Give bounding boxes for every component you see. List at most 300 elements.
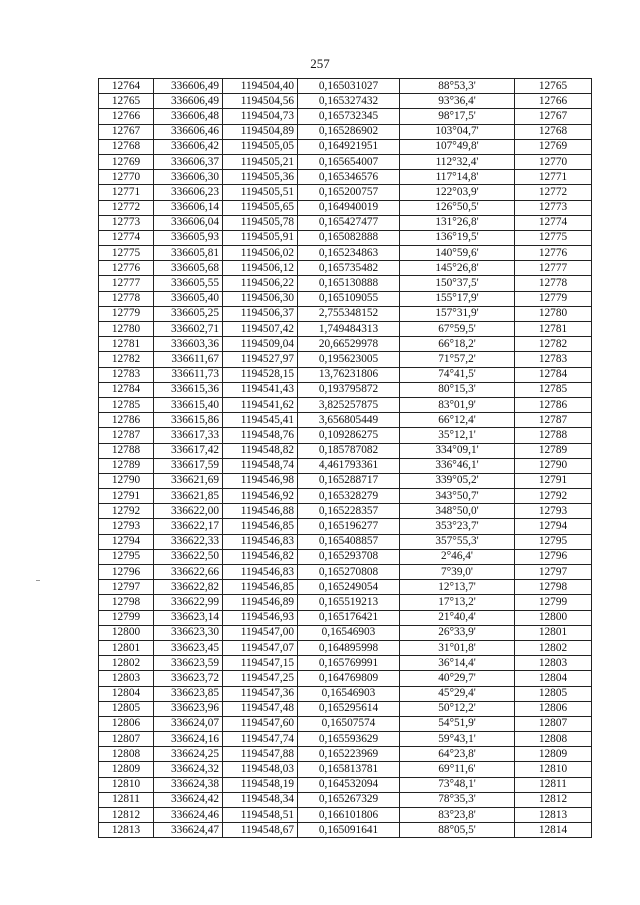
distance-cell: 0,165346576 <box>298 170 400 185</box>
x-coordinate-cell: 336611,67 <box>154 352 223 367</box>
next-point-cell: 12814 <box>515 823 592 838</box>
table-row <box>99 534 592 549</box>
point-number-cell: 12785 <box>99 397 154 412</box>
bearing-cell: 122°03,9' <box>400 185 515 200</box>
point-number-cell: 12784 <box>99 382 154 397</box>
bearing-cell: 83°23,8' <box>400 808 515 823</box>
table-row <box>99 701 592 716</box>
next-point-cell: 12804 <box>515 671 592 686</box>
bearing-cell: 12°13,7' <box>400 580 515 595</box>
distance-cell: 4,461793361 <box>298 458 400 473</box>
distance-cell: 0,165228357 <box>298 504 400 519</box>
y-coordinate-cell: 1194548,76 <box>223 428 298 443</box>
distance-cell: 0,165813781 <box>298 762 400 777</box>
bearing-cell: 126°50,5' <box>400 200 515 215</box>
distance-cell: 0,165109055 <box>298 291 400 306</box>
table-row <box>99 322 592 337</box>
next-point-cell: 12775 <box>515 230 592 245</box>
y-coordinate-cell: 1194505,91 <box>223 230 298 245</box>
table-row <box>99 443 592 458</box>
x-coordinate-cell: 336606,30 <box>154 170 223 185</box>
point-number-cell: 12782 <box>99 352 154 367</box>
y-coordinate-cell: 1194545,41 <box>223 413 298 428</box>
y-coordinate-cell: 1194547,74 <box>223 732 298 747</box>
table-row <box>99 671 592 686</box>
x-coordinate-cell: 336605,40 <box>154 291 223 306</box>
distance-cell: 0,109286275 <box>298 428 400 443</box>
x-coordinate-cell: 336605,93 <box>154 230 223 245</box>
bearing-cell: 131°26,8' <box>400 215 515 230</box>
distance-cell: 0,164895998 <box>298 640 400 655</box>
coordinate-table <box>98 78 592 838</box>
point-number-cell: 12771 <box>99 185 154 200</box>
x-coordinate-cell: 336606,14 <box>154 200 223 215</box>
table-row <box>99 625 592 640</box>
next-point-cell: 12774 <box>515 215 592 230</box>
point-number-cell: 12775 <box>99 246 154 261</box>
x-coordinate-cell: 336622,17 <box>154 519 223 534</box>
next-point-cell: 12812 <box>515 792 592 807</box>
y-coordinate-cell: 1194546,82 <box>223 549 298 564</box>
y-coordinate-cell: 1194541,43 <box>223 382 298 397</box>
point-number-cell: 12767 <box>99 124 154 139</box>
point-number-cell: 12778 <box>99 291 154 306</box>
x-coordinate-cell: 336623,30 <box>154 625 223 640</box>
table-row <box>99 154 592 169</box>
distance-cell: 0,165031027 <box>298 79 400 94</box>
x-coordinate-cell: 336621,85 <box>154 489 223 504</box>
point-number-cell: 12796 <box>99 565 154 580</box>
x-coordinate-cell: 336622,82 <box>154 580 223 595</box>
point-number-cell: 12810 <box>99 777 154 792</box>
next-point-cell: 12772 <box>515 185 592 200</box>
bearing-cell: 117°14,8' <box>400 170 515 185</box>
next-point-cell: 12810 <box>515 762 592 777</box>
x-coordinate-cell: 336624,32 <box>154 762 223 777</box>
distance-cell: 0,165196277 <box>298 519 400 534</box>
point-number-cell: 12809 <box>99 762 154 777</box>
distance-cell: 0,165654007 <box>298 154 400 169</box>
distance-cell: 0,165249054 <box>298 580 400 595</box>
bearing-cell: 40°29,7' <box>400 671 515 686</box>
y-coordinate-cell: 1194527,97 <box>223 352 298 367</box>
next-point-cell: 12770 <box>515 154 592 169</box>
x-coordinate-cell: 336622,66 <box>154 565 223 580</box>
point-number-cell: 12789 <box>99 458 154 473</box>
bearing-cell: 155°17,9' <box>400 291 515 306</box>
y-coordinate-cell: 1194509,04 <box>223 337 298 352</box>
point-number-cell: 12777 <box>99 276 154 291</box>
next-point-cell: 12776 <box>515 246 592 261</box>
x-coordinate-cell: 336624,07 <box>154 716 223 731</box>
x-coordinate-cell: 336622,99 <box>154 595 223 610</box>
y-coordinate-cell: 1194505,78 <box>223 215 298 230</box>
x-coordinate-cell: 336623,96 <box>154 701 223 716</box>
table-row <box>99 397 592 412</box>
margin-mark <box>36 580 40 581</box>
bearing-cell: 45°29,4' <box>400 686 515 701</box>
point-number-cell: 12772 <box>99 200 154 215</box>
y-coordinate-cell: 1194546,88 <box>223 504 298 519</box>
next-point-cell: 12792 <box>515 489 592 504</box>
distance-cell: 0,165519213 <box>298 595 400 610</box>
bearing-cell: 157°31,9' <box>400 306 515 321</box>
bearing-cell: 83°01,9' <box>400 397 515 412</box>
bearing-cell: 98°17,5' <box>400 109 515 124</box>
bearing-cell: 78°35,3' <box>400 792 515 807</box>
point-number-cell: 12786 <box>99 413 154 428</box>
x-coordinate-cell: 336606,46 <box>154 124 223 139</box>
table-row <box>99 79 592 94</box>
bearing-cell: 2°46,4' <box>400 549 515 564</box>
y-coordinate-cell: 1194505,36 <box>223 170 298 185</box>
point-number-cell: 12791 <box>99 489 154 504</box>
next-point-cell: 12783 <box>515 352 592 367</box>
table-row <box>99 640 592 655</box>
y-coordinate-cell: 1194506,37 <box>223 306 298 321</box>
distance-cell: 0,165082888 <box>298 230 400 245</box>
distance-cell: 0,165295614 <box>298 701 400 716</box>
point-number-cell: 12769 <box>99 154 154 169</box>
next-point-cell: 12768 <box>515 124 592 139</box>
distance-cell: 0,16546903 <box>298 625 400 640</box>
point-number-cell: 12765 <box>99 94 154 109</box>
y-coordinate-cell: 1194504,73 <box>223 109 298 124</box>
next-point-cell: 12794 <box>515 519 592 534</box>
distance-cell: 0,164921951 <box>298 139 400 154</box>
next-point-cell: 12791 <box>515 473 592 488</box>
point-number-cell: 12805 <box>99 701 154 716</box>
x-coordinate-cell: 336623,14 <box>154 610 223 625</box>
y-coordinate-cell: 1194506,12 <box>223 261 298 276</box>
point-number-cell: 12808 <box>99 747 154 762</box>
next-point-cell: 12780 <box>515 306 592 321</box>
point-number-cell: 12781 <box>99 337 154 352</box>
next-point-cell: 12782 <box>515 337 592 352</box>
y-coordinate-cell: 1194548,19 <box>223 777 298 792</box>
table-row <box>99 777 592 792</box>
point-number-cell: 12799 <box>99 610 154 625</box>
table-row <box>99 519 592 534</box>
x-coordinate-cell: 336606,23 <box>154 185 223 200</box>
distance-cell: 0,165735482 <box>298 261 400 276</box>
y-coordinate-cell: 1194547,48 <box>223 701 298 716</box>
y-coordinate-cell: 1194505,21 <box>223 154 298 169</box>
y-coordinate-cell: 1194546,85 <box>223 580 298 595</box>
distance-cell: 0,165732345 <box>298 109 400 124</box>
page-number: 257 <box>310 56 330 71</box>
table-row <box>99 261 592 276</box>
table-row <box>99 367 592 382</box>
x-coordinate-cell: 336606,37 <box>154 154 223 169</box>
bearing-cell: 150°37,5' <box>400 276 515 291</box>
x-coordinate-cell: 336624,25 <box>154 747 223 762</box>
x-coordinate-cell: 336605,25 <box>154 306 223 321</box>
x-coordinate-cell: 336624,47 <box>154 823 223 838</box>
x-coordinate-cell: 336624,42 <box>154 792 223 807</box>
next-point-cell: 12807 <box>515 716 592 731</box>
table-row <box>99 109 592 124</box>
next-point-cell: 12797 <box>515 565 592 580</box>
bearing-cell: 353°23,7' <box>400 519 515 534</box>
y-coordinate-cell: 1194546,83 <box>223 565 298 580</box>
next-point-cell: 12777 <box>515 261 592 276</box>
x-coordinate-cell: 336606,04 <box>154 215 223 230</box>
table-row <box>99 382 592 397</box>
point-number-cell: 12802 <box>99 656 154 671</box>
bearing-cell: 336°46,1' <box>400 458 515 473</box>
next-point-cell: 12784 <box>515 367 592 382</box>
point-number-cell: 12813 <box>99 823 154 838</box>
x-coordinate-cell: 336606,49 <box>154 79 223 94</box>
table-row <box>99 686 592 701</box>
next-point-cell: 12811 <box>515 777 592 792</box>
table-row <box>99 458 592 473</box>
bearing-cell: 348°50,0' <box>400 504 515 519</box>
y-coordinate-cell: 1194548,74 <box>223 458 298 473</box>
distance-cell: 0,165200757 <box>298 185 400 200</box>
y-coordinate-cell: 1194506,30 <box>223 291 298 306</box>
distance-cell: 0,16507574 <box>298 716 400 731</box>
distance-cell: 0,165267329 <box>298 792 400 807</box>
y-coordinate-cell: 1194505,05 <box>223 139 298 154</box>
x-coordinate-cell: 336605,81 <box>154 246 223 261</box>
distance-cell: 0,165769991 <box>298 656 400 671</box>
next-point-cell: 12787 <box>515 413 592 428</box>
distance-cell: 3,656805449 <box>298 413 400 428</box>
y-coordinate-cell: 1194547,07 <box>223 640 298 655</box>
next-point-cell: 12806 <box>515 701 592 716</box>
point-number-cell: 12764 <box>99 79 154 94</box>
y-coordinate-cell: 1194541,62 <box>223 397 298 412</box>
distance-cell: 2,755348152 <box>298 306 400 321</box>
table-row <box>99 246 592 261</box>
coordinate-table-body <box>99 79 592 838</box>
table-row <box>99 610 592 625</box>
table-row <box>99 565 592 580</box>
next-point-cell: 12788 <box>515 428 592 443</box>
bearing-cell: 66°12,4' <box>400 413 515 428</box>
table-row <box>99 230 592 245</box>
point-number-cell: 12804 <box>99 686 154 701</box>
next-point-cell: 12808 <box>515 732 592 747</box>
distance-cell: 0,165223969 <box>298 747 400 762</box>
x-coordinate-cell: 336603,36 <box>154 337 223 352</box>
y-coordinate-cell: 1194548,03 <box>223 762 298 777</box>
bearing-cell: 64°23,8' <box>400 747 515 762</box>
point-number-cell: 12797 <box>99 580 154 595</box>
distance-cell: 0,165130888 <box>298 276 400 291</box>
x-coordinate-cell: 336606,48 <box>154 109 223 124</box>
bearing-cell: 21°40,4' <box>400 610 515 625</box>
table-row <box>99 762 592 777</box>
next-point-cell: 12767 <box>515 109 592 124</box>
next-point-cell: 12769 <box>515 139 592 154</box>
x-coordinate-cell: 336606,42 <box>154 139 223 154</box>
y-coordinate-cell: 1194547,88 <box>223 747 298 762</box>
bearing-cell: 31°01,8' <box>400 640 515 655</box>
bearing-cell: 71°57,2' <box>400 352 515 367</box>
distance-cell: 0,165293708 <box>298 549 400 564</box>
point-number-cell: 12776 <box>99 261 154 276</box>
y-coordinate-cell: 1194547,60 <box>223 716 298 731</box>
table-row <box>99 823 592 838</box>
next-point-cell: 12771 <box>515 170 592 185</box>
x-coordinate-cell: 336621,69 <box>154 473 223 488</box>
bearing-cell: 59°43,1' <box>400 732 515 747</box>
next-point-cell: 12803 <box>515 656 592 671</box>
y-coordinate-cell: 1194546,92 <box>223 489 298 504</box>
bearing-cell: 343°50,7' <box>400 489 515 504</box>
y-coordinate-cell: 1194546,83 <box>223 534 298 549</box>
x-coordinate-cell: 336623,72 <box>154 671 223 686</box>
x-coordinate-cell: 336622,00 <box>154 504 223 519</box>
point-number-cell: 12792 <box>99 504 154 519</box>
y-coordinate-cell: 1194506,02 <box>223 246 298 261</box>
table-row <box>99 428 592 443</box>
next-point-cell: 12809 <box>515 747 592 762</box>
distance-cell: 0,164940019 <box>298 200 400 215</box>
next-point-cell: 12785 <box>515 382 592 397</box>
table-row <box>99 716 592 731</box>
distance-cell: 0,165176421 <box>298 610 400 625</box>
table-row <box>99 200 592 215</box>
point-number-cell: 12783 <box>99 367 154 382</box>
next-point-cell: 12766 <box>515 94 592 109</box>
next-point-cell: 12793 <box>515 504 592 519</box>
next-point-cell: 12789 <box>515 443 592 458</box>
y-coordinate-cell: 1194546,85 <box>223 519 298 534</box>
x-coordinate-cell: 336605,68 <box>154 261 223 276</box>
point-number-cell: 12788 <box>99 443 154 458</box>
point-number-cell: 12798 <box>99 595 154 610</box>
bearing-cell: 88°53,3' <box>400 79 515 94</box>
table-row <box>99 215 592 230</box>
table-row <box>99 124 592 139</box>
point-number-cell: 12790 <box>99 473 154 488</box>
x-coordinate-cell: 336623,45 <box>154 640 223 655</box>
table-row <box>99 276 592 291</box>
distance-cell: 0,193795872 <box>298 382 400 397</box>
point-number-cell: 12773 <box>99 215 154 230</box>
x-coordinate-cell: 336605,55 <box>154 276 223 291</box>
distance-cell: 0,185787082 <box>298 443 400 458</box>
distance-cell: 0,165234863 <box>298 246 400 261</box>
distance-cell: 3,825257875 <box>298 397 400 412</box>
point-number-cell: 12770 <box>99 170 154 185</box>
point-number-cell: 12794 <box>99 534 154 549</box>
distance-cell: 0,165327432 <box>298 94 400 109</box>
next-point-cell: 12778 <box>515 276 592 291</box>
bearing-cell: 88°05,5' <box>400 823 515 838</box>
y-coordinate-cell: 1194547,15 <box>223 656 298 671</box>
point-number-cell: 12795 <box>99 549 154 564</box>
table-row <box>99 94 592 109</box>
y-coordinate-cell: 1194504,40 <box>223 79 298 94</box>
bearing-cell: 93°36,4' <box>400 94 515 109</box>
bearing-cell: 334°09,1' <box>400 443 515 458</box>
next-point-cell: 12802 <box>515 640 592 655</box>
x-coordinate-cell: 336617,42 <box>154 443 223 458</box>
distance-cell: 0,165328279 <box>298 489 400 504</box>
distance-cell: 0,165286902 <box>298 124 400 139</box>
table-row <box>99 808 592 823</box>
distance-cell: 0,165091641 <box>298 823 400 838</box>
next-point-cell: 12800 <box>515 610 592 625</box>
y-coordinate-cell: 1194504,56 <box>223 94 298 109</box>
point-number-cell: 12793 <box>99 519 154 534</box>
next-point-cell: 12798 <box>515 580 592 595</box>
distance-cell: 0,16546903 <box>298 686 400 701</box>
y-coordinate-cell: 1194547,25 <box>223 671 298 686</box>
y-coordinate-cell: 1194546,93 <box>223 610 298 625</box>
distance-cell: 20,66529978 <box>298 337 400 352</box>
distance-cell: 1,749484313 <box>298 322 400 337</box>
next-point-cell: 12786 <box>515 397 592 412</box>
next-point-cell: 12779 <box>515 291 592 306</box>
bearing-cell: 26°33,9' <box>400 625 515 640</box>
table-row <box>99 473 592 488</box>
y-coordinate-cell: 1194547,00 <box>223 625 298 640</box>
point-number-cell: 12807 <box>99 732 154 747</box>
table-row <box>99 413 592 428</box>
x-coordinate-cell: 336615,40 <box>154 397 223 412</box>
distance-cell: 0,165408857 <box>298 534 400 549</box>
y-coordinate-cell: 1194505,65 <box>223 200 298 215</box>
distance-cell: 13,76231806 <box>298 367 400 382</box>
bearing-cell: 103°04,7' <box>400 124 515 139</box>
distance-cell: 0,166101806 <box>298 808 400 823</box>
next-point-cell: 12781 <box>515 322 592 337</box>
next-point-cell: 12805 <box>515 686 592 701</box>
distance-cell: 0,195623005 <box>298 352 400 367</box>
bearing-cell: 357°55,3' <box>400 534 515 549</box>
y-coordinate-cell: 1194505,51 <box>223 185 298 200</box>
next-point-cell: 12765 <box>515 79 592 94</box>
y-coordinate-cell: 1194548,34 <box>223 792 298 807</box>
y-coordinate-cell: 1194506,22 <box>223 276 298 291</box>
table-row <box>99 656 592 671</box>
point-number-cell: 12800 <box>99 625 154 640</box>
point-number-cell: 12801 <box>99 640 154 655</box>
next-point-cell: 12801 <box>515 625 592 640</box>
bearing-cell: 67°59,5' <box>400 322 515 337</box>
bearing-cell: 17°13,2' <box>400 595 515 610</box>
x-coordinate-cell: 336611,73 <box>154 367 223 382</box>
x-coordinate-cell: 336624,16 <box>154 732 223 747</box>
bearing-cell: 136°19,5' <box>400 230 515 245</box>
bearing-cell: 73°48,1' <box>400 777 515 792</box>
distance-cell: 0,165593629 <box>298 732 400 747</box>
x-coordinate-cell: 336615,36 <box>154 382 223 397</box>
point-number-cell: 12812 <box>99 808 154 823</box>
y-coordinate-cell: 1194548,67 <box>223 823 298 838</box>
table-row <box>99 306 592 321</box>
x-coordinate-cell: 336606,49 <box>154 94 223 109</box>
table-row <box>99 549 592 564</box>
distance-cell: 0,165270808 <box>298 565 400 580</box>
table-row <box>99 595 592 610</box>
bearing-cell: 339°05,2' <box>400 473 515 488</box>
y-coordinate-cell: 1194504,89 <box>223 124 298 139</box>
next-point-cell: 12799 <box>515 595 592 610</box>
y-coordinate-cell: 1194546,89 <box>223 595 298 610</box>
x-coordinate-cell: 336623,59 <box>154 656 223 671</box>
point-number-cell: 12774 <box>99 230 154 245</box>
y-coordinate-cell: 1194548,82 <box>223 443 298 458</box>
bearing-cell: 35°12,1' <box>400 428 515 443</box>
bearing-cell: 36°14,4' <box>400 656 515 671</box>
